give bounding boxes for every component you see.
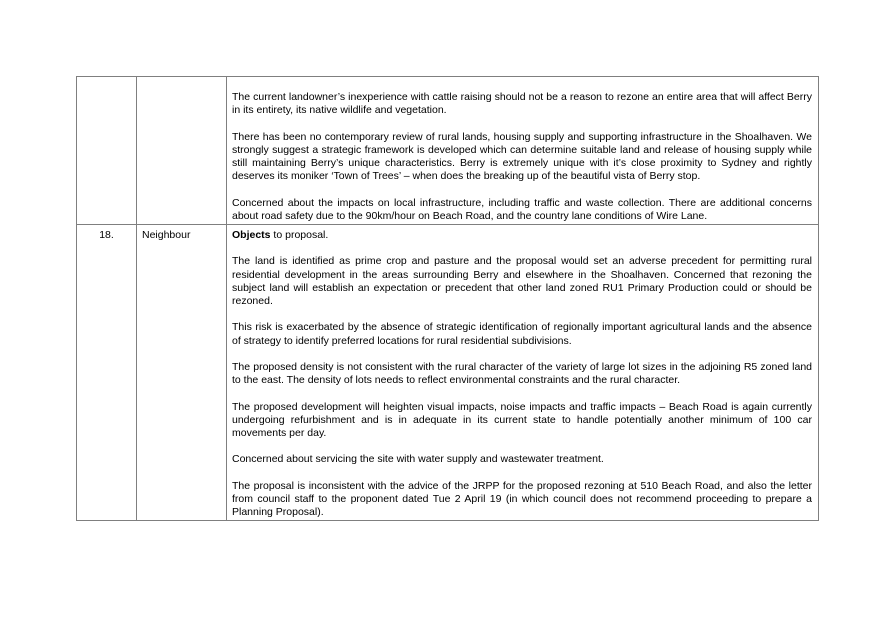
- table-row: [77, 225, 819, 521]
- submission-content: [227, 225, 819, 521]
- submitter-category: [137, 77, 227, 225]
- paragraph: The land is identified as prime crop and pasture and the proposal would set an adverse precedent for permitting rural residential development in the areas surrounding Berry and elsewhere in the Shoalhaven. Concerned that rezoning the subject land will establish an expectation or precedent that other land zoned RU1 Primary Production could or should be rezoned.: [232, 255, 812, 307]
- position-rest: to proposal.: [270, 229, 329, 241]
- paragraph: The proposed development will heighten visual impacts, noise impacts and traffic impacts – Beach Road is again currently undergoing refurbishment and is in adequate in its current state to handle potentially another minimum of 100 car movements per day.: [232, 400, 812, 439]
- position-statement: [232, 229, 812, 242]
- submission-number: [77, 77, 137, 225]
- paragraph: This risk is exacerbated by the absence of strategic identification of regionally important agricultural lands and the absence of strategy to identify preferred locations for rural residential subdivisions.: [232, 321, 812, 347]
- paragraph: Concerned about the impacts on local infrastructure, including traffic and waste collection. There are additional concerns about road safety due to the 90km/hour on Beach Road, and the country lane conditions of Wire Lane.: [232, 196, 812, 222]
- paragraph: The proposed density is not consistent with the rural character of the variety of large lot sizes in the adjoining R5 zoned land to the east. The density of lots needs to reflect environmental constraints and the rural character.: [232, 360, 812, 387]
- submission-content: [227, 77, 819, 225]
- position-keyword: Objects: [232, 229, 271, 241]
- submitter-category: Neighbour: [137, 225, 227, 521]
- submission-number: 18.: [77, 225, 137, 521]
- paragraph: The current landowner’s inexperience with cattle raising should not be a reason to rezone an entire area that will affect Berry in its entirety, its native wildlife and vegetation.: [232, 91, 812, 117]
- paragraph: The proposal is inconsistent with the advice of the JRPP for the proposed rezoning at 510 Beach Road, and also the letter from council staff to the proponent dated Tue 2 April 19 (in which council does not recommend proceeding to prepare a Planning Proposal).: [232, 479, 812, 519]
- paragraph: Concerned about servicing the site with water supply and wastewater treatment.: [232, 453, 604, 466]
- paragraph: There has been no contemporary review of rural lands, housing supply and supporting infrastructure in the Shoalhaven. We strongly suggest a strategic framework is developed which can determine suitable land and release of housing supply while still maintaining Berry’s unique characteristics. Berry is extremely unique with it’s close proximity to Sydney and rightly deserves its moniker ‘Town of Trees’ – when does the breaking up of the beautiful vista of Berry stop.: [232, 130, 812, 183]
- table-row: [77, 77, 819, 225]
- submissions-table: [76, 76, 819, 521]
